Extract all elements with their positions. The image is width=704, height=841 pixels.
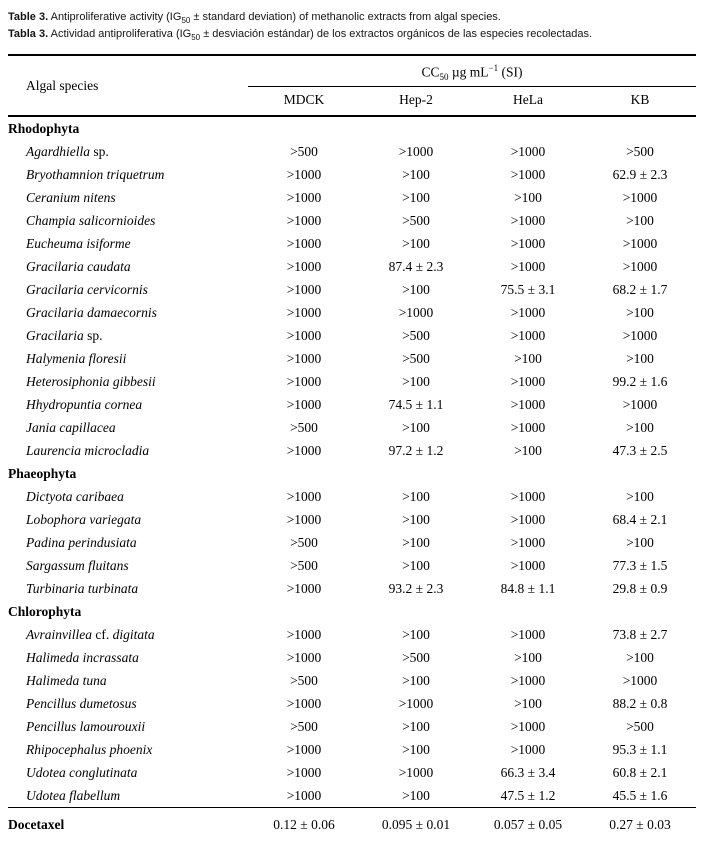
value-cell: 66.3 ± 3.4 xyxy=(500,764,556,780)
value-cell: 0.27 ± 0.03 xyxy=(584,808,696,841)
value-cell: 47.3 ± 2.5 xyxy=(612,442,668,458)
species-name-italic-segment: Agardhiella xyxy=(26,143,90,159)
value-cell: >100 xyxy=(626,534,654,550)
value-cell: >100 xyxy=(402,235,430,251)
value-cell: >1000 xyxy=(398,143,434,159)
table-footer xyxy=(8,808,696,841)
value-cell: 75.5 ± 3.1 xyxy=(500,281,556,297)
cc50-superscript: −1 xyxy=(488,63,499,74)
value-cell: >100 xyxy=(514,695,542,711)
value-cell: >1000 xyxy=(286,166,322,182)
species-name xyxy=(8,577,248,600)
col-header-algal-species: Algal species xyxy=(8,55,248,116)
value-cell: >1000 xyxy=(286,281,322,297)
value-cell: >100 xyxy=(402,718,430,734)
value-cell: 97.2 ± 1.2 xyxy=(388,442,444,458)
value-cell: >500 xyxy=(626,143,654,159)
value-cell: 0.057 ± 0.05 xyxy=(472,808,584,841)
value-cell: >100 xyxy=(402,534,430,550)
value-cell: >1000 xyxy=(286,511,322,527)
table-caption-spanish xyxy=(8,27,696,44)
value-cell: 77.3 ± 1.5 xyxy=(612,557,668,573)
header-row-group xyxy=(8,55,696,87)
caption-text-en-pre: Antiproliferative activity (IG xyxy=(48,11,182,23)
value-cell: >1000 xyxy=(510,166,546,182)
value-cell: 62.9 ± 2.3 xyxy=(612,166,668,182)
species-name-italic-segment: Halimeda tuna xyxy=(26,672,107,688)
species-name-italic-segment: Halymenia floresii xyxy=(26,350,127,366)
species-row xyxy=(8,232,696,255)
value-cell: >100 xyxy=(402,373,430,389)
species-name-italic-segment: Turbinaria turbinata xyxy=(26,580,139,596)
species-name xyxy=(8,784,248,808)
value-cell: >100 xyxy=(402,787,430,803)
value-cell: >1000 xyxy=(510,235,546,251)
species-name xyxy=(8,623,248,646)
species-row xyxy=(8,278,696,301)
value-cell: >500 xyxy=(290,143,318,159)
phylum-group-header: Phaeophyta xyxy=(8,465,77,481)
value-cell: >1000 xyxy=(622,327,658,343)
value-cell: >500 xyxy=(402,327,430,343)
value-cell: >100 xyxy=(402,511,430,527)
species-name xyxy=(8,278,248,301)
species-name xyxy=(8,209,248,232)
species-name xyxy=(8,531,248,554)
value-cell: >500 xyxy=(290,534,318,550)
table-caption-english xyxy=(8,10,696,27)
antiproliferative-results-table xyxy=(8,54,696,841)
value-cell: 0.095 ± 0.01 xyxy=(360,808,472,841)
caption-label-es: Tabla 3. xyxy=(8,27,49,40)
species-row xyxy=(8,646,696,669)
species-name-italic-segment: Gracilaria damaecornis xyxy=(26,304,157,320)
species-name xyxy=(8,554,248,577)
species-row xyxy=(8,577,696,600)
control-name: Docetaxel xyxy=(8,808,248,841)
group-row xyxy=(8,462,696,485)
cc50-subscript: 50 xyxy=(439,72,449,83)
col-header-hep2: Hep-2 xyxy=(360,87,472,117)
species-name xyxy=(8,370,248,393)
value-cell: >100 xyxy=(402,488,430,504)
value-cell: 74.5 ± 1.1 xyxy=(388,396,444,412)
value-cell: >1000 xyxy=(510,534,546,550)
value-cell: >1000 xyxy=(510,212,546,228)
species-name xyxy=(8,738,248,761)
value-cell: 73.8 ± 2.7 xyxy=(612,626,668,642)
species-row xyxy=(8,761,696,784)
species-name-italic-segment: Champia salicornioides xyxy=(26,212,156,228)
value-cell: >1000 xyxy=(510,419,546,435)
value-cell: >1000 xyxy=(510,304,546,320)
value-cell: >1000 xyxy=(286,442,322,458)
species-name-italic-segment: Eucheuma isiforme xyxy=(26,235,131,251)
value-cell: >500 xyxy=(626,718,654,734)
value-cell: >1000 xyxy=(510,557,546,573)
value-cell: >100 xyxy=(514,442,542,458)
species-name-italic-segment: Pencillus lamourouxii xyxy=(26,718,146,734)
value-cell: >500 xyxy=(290,718,318,734)
value-cell: >1000 xyxy=(286,235,322,251)
value-cell: >100 xyxy=(402,557,430,573)
caption-text-en-post: ± standard deviation) of methanolic extracts from algal species. xyxy=(190,11,501,23)
value-cell: >1000 xyxy=(286,327,322,343)
value-cell: 68.2 ± 1.7 xyxy=(612,281,668,297)
value-cell: >500 xyxy=(290,419,318,435)
caption-ig50-subscript-es: 50 xyxy=(191,32,201,42)
species-row xyxy=(8,255,696,278)
species-name-italic-segment: Sargassum fluitans xyxy=(26,557,129,573)
value-cell: >1000 xyxy=(510,258,546,274)
species-name-italic-segment: Gracilaria caudata xyxy=(26,258,131,274)
value-cell: >1000 xyxy=(286,649,322,665)
value-cell: >1000 xyxy=(286,258,322,274)
value-cell: >100 xyxy=(402,166,430,182)
species-name xyxy=(8,715,248,738)
cc50-post: (SI) xyxy=(498,64,523,80)
species-name-italic-segment: Halimeda incrassata xyxy=(26,649,139,665)
species-name-italic-segment: Udotea conglutinata xyxy=(26,764,138,780)
value-cell: >1000 xyxy=(510,396,546,412)
value-cell: 68.4 ± 2.1 xyxy=(612,511,668,527)
value-cell: >100 xyxy=(626,304,654,320)
species-name xyxy=(8,301,248,324)
species-row xyxy=(8,738,696,761)
value-cell: >100 xyxy=(626,649,654,665)
value-cell: >500 xyxy=(290,672,318,688)
species-name-italic-segment: Avrainvillea xyxy=(26,626,92,642)
value-cell: >100 xyxy=(402,189,430,205)
value-cell: 45.5 ± 1.6 xyxy=(612,787,668,803)
species-row xyxy=(8,485,696,508)
phylum-group-header: Rhodophyta xyxy=(8,120,80,136)
value-cell: >1000 xyxy=(510,672,546,688)
value-cell: >1000 xyxy=(622,235,658,251)
value-cell: >1000 xyxy=(398,304,434,320)
value-cell: >100 xyxy=(402,419,430,435)
species-row xyxy=(8,416,696,439)
species-name-italic-segment: Bryothamnion triquetrum xyxy=(26,166,165,182)
species-name xyxy=(8,186,248,209)
species-name xyxy=(8,232,248,255)
species-row xyxy=(8,393,696,416)
value-cell: >100 xyxy=(626,212,654,228)
cc50-units: µg mL xyxy=(448,64,489,80)
value-cell: >500 xyxy=(402,212,430,228)
value-cell: >1000 xyxy=(286,764,322,780)
species-name-italic-segment: Ceranium nitens xyxy=(26,189,116,205)
species-row xyxy=(8,508,696,531)
value-cell: 84.8 ± 1.1 xyxy=(500,580,556,596)
species-name xyxy=(8,646,248,669)
value-cell: >100 xyxy=(402,741,430,757)
value-cell: >1000 xyxy=(286,488,322,504)
value-cell: >1000 xyxy=(622,189,658,205)
species-name xyxy=(8,163,248,186)
species-name-italic-segment: Heterosiphonia gibbesii xyxy=(26,373,156,389)
species-row xyxy=(8,623,696,646)
species-row xyxy=(8,715,696,738)
value-cell: >1000 xyxy=(286,189,322,205)
value-cell: >100 xyxy=(626,488,654,504)
value-cell: >100 xyxy=(514,189,542,205)
species-name xyxy=(8,140,248,163)
species-name-italic-segment: Udotea flabellum xyxy=(26,787,121,803)
value-cell: >1000 xyxy=(510,626,546,642)
species-row xyxy=(8,370,696,393)
group-row xyxy=(8,116,696,140)
value-cell: 60.8 ± 2.1 xyxy=(612,764,668,780)
species-name-italic-segment: Gracilaria cervicornis xyxy=(26,281,148,297)
species-row xyxy=(8,324,696,347)
value-cell: >500 xyxy=(402,649,430,665)
species-row xyxy=(8,186,696,209)
phylum-group-header: Chlorophyta xyxy=(8,603,82,619)
value-cell: >1000 xyxy=(510,327,546,343)
value-cell: >1000 xyxy=(398,764,434,780)
species-name-roman-segment: cf. xyxy=(91,626,113,642)
value-cell: >1000 xyxy=(286,396,322,412)
value-cell: 0.12 ± 0.06 xyxy=(248,808,360,841)
table-header xyxy=(8,55,696,116)
value-cell: 99.2 ± 1.6 xyxy=(612,373,668,389)
col-header-mdck: MDCK xyxy=(248,87,360,117)
species-name xyxy=(8,669,248,692)
species-row xyxy=(8,669,696,692)
value-cell: >1000 xyxy=(510,741,546,757)
species-name-italic-segment: Rhipocephalus phoenix xyxy=(26,741,153,757)
value-cell: >100 xyxy=(402,626,430,642)
species-name-italic-segment: Jania capillacea xyxy=(26,419,116,435)
value-cell: >1000 xyxy=(510,488,546,504)
species-row xyxy=(8,347,696,370)
value-cell: >1000 xyxy=(510,718,546,734)
group-row xyxy=(8,600,696,623)
value-cell: >1000 xyxy=(622,258,658,274)
value-cell: >1000 xyxy=(286,787,322,803)
col-group-header-cc50 xyxy=(248,55,696,87)
value-cell: 29.8 ± 0.9 xyxy=(612,580,668,596)
species-name-roman-segment: sp. xyxy=(90,143,109,159)
species-name-italic-segment: Pencillus dumetosus xyxy=(26,695,137,711)
caption-label-en: Table 3. xyxy=(8,11,49,23)
value-cell: >1000 xyxy=(286,626,322,642)
species-row xyxy=(8,784,696,808)
value-cell: >100 xyxy=(402,281,430,297)
species-name-italic-segment: Dictyota caribaea xyxy=(26,488,124,504)
value-cell: >1000 xyxy=(398,695,434,711)
species-row xyxy=(8,209,696,232)
value-cell: 47.5 ± 1.2 xyxy=(500,787,556,803)
caption-text-es-post: ± desviación estándar) de los extractos orgánicos de las especies recolectadas. xyxy=(200,27,592,40)
value-cell: >500 xyxy=(402,350,430,366)
species-name-italic-segment: Laurencia microcladia xyxy=(26,442,150,458)
species-name-italic-segment: digitata xyxy=(112,626,155,642)
value-cell: >1000 xyxy=(286,695,322,711)
species-name-roman-segment: sp. xyxy=(83,327,103,343)
species-name xyxy=(8,692,248,715)
value-cell: >1000 xyxy=(622,396,658,412)
value-cell: 95.3 ± 1.1 xyxy=(612,741,668,757)
species-name xyxy=(8,393,248,416)
species-name-italic-segment: Hhydropuntia cornea xyxy=(26,396,143,412)
value-cell: >1000 xyxy=(286,304,322,320)
species-name xyxy=(8,761,248,784)
value-cell: 88.2 ± 0.8 xyxy=(612,695,668,711)
value-cell: >1000 xyxy=(510,511,546,527)
value-cell: >1000 xyxy=(286,373,322,389)
species-row xyxy=(8,140,696,163)
species-name-italic-segment: Lobophora variegata xyxy=(26,511,142,527)
value-cell: >100 xyxy=(626,350,654,366)
value-cell: 93.2 ± 2.3 xyxy=(388,580,444,596)
value-cell: >1000 xyxy=(510,373,546,389)
species-row xyxy=(8,439,696,462)
value-cell: >1000 xyxy=(286,580,322,596)
species-row xyxy=(8,301,696,324)
species-name xyxy=(8,485,248,508)
col-header-hela: HeLa xyxy=(472,87,584,117)
species-row xyxy=(8,531,696,554)
cc50-pre: CC xyxy=(421,64,440,80)
value-cell: >1000 xyxy=(286,741,322,757)
table-body xyxy=(8,116,696,808)
species-row xyxy=(8,692,696,715)
value-cell: >1000 xyxy=(510,143,546,159)
caption-ig50-subscript-en: 50 xyxy=(181,16,191,26)
species-name xyxy=(8,439,248,462)
species-name-italic-segment: Gracilaria xyxy=(26,327,84,343)
species-name xyxy=(8,508,248,531)
species-name xyxy=(8,347,248,370)
value-cell: 87.4 ± 2.3 xyxy=(388,258,444,274)
species-name xyxy=(8,416,248,439)
value-cell: >100 xyxy=(626,419,654,435)
species-row xyxy=(8,554,696,577)
col-header-kb: KB xyxy=(584,87,696,117)
species-name xyxy=(8,255,248,278)
species-name xyxy=(8,324,248,347)
species-row xyxy=(8,163,696,186)
value-cell: >1000 xyxy=(622,672,658,688)
value-cell: >100 xyxy=(514,649,542,665)
value-cell: >500 xyxy=(290,557,318,573)
value-cell: >1000 xyxy=(286,350,322,366)
value-cell: >1000 xyxy=(286,212,322,228)
value-cell: >100 xyxy=(402,672,430,688)
control-row xyxy=(8,808,696,841)
caption-text-es-pre: Actividad antiproliferativa (IG xyxy=(48,27,192,40)
value-cell: >100 xyxy=(514,350,542,366)
species-name-italic-segment: Padina perindusiata xyxy=(26,534,137,550)
